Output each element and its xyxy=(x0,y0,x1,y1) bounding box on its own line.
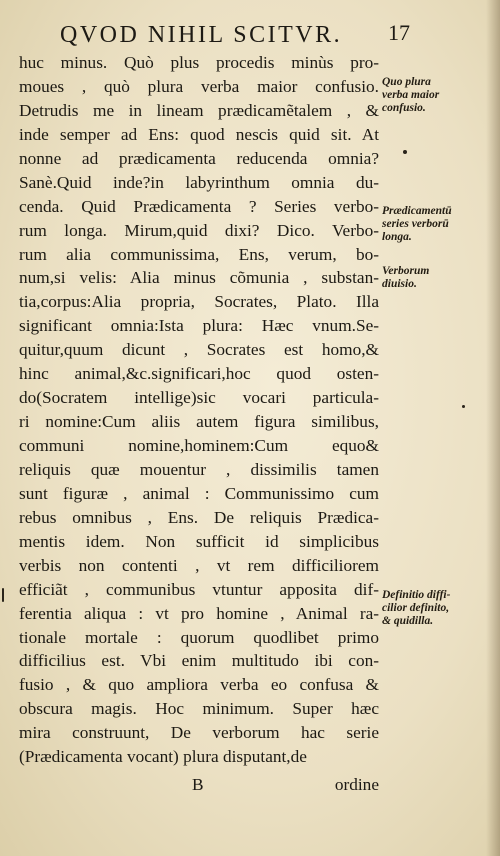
marginal-note: Definitio diffi- cilior definito, & quidilla. xyxy=(382,589,451,627)
text-line: moues , quò plura verba maior confusio. xyxy=(19,76,379,96)
text-line: (Prædicamenta vocant) plura disputant,de xyxy=(19,747,307,767)
text-line: rebus omnibus , Ens. De reliquis Prædica- xyxy=(19,507,379,527)
ink-spot xyxy=(403,150,407,154)
text-line: ri nomine:Cum aliis autem figura similibus, xyxy=(19,412,379,432)
catchword-line xyxy=(0,773,379,797)
text-line: inde semper ad Ens: quod nescis quid sit. At xyxy=(19,124,379,144)
text-line: num,si velis: Alia minus cõmunia , substan- xyxy=(19,268,379,288)
text-line: fusio , & quo ampliora verba eo confusa & xyxy=(19,675,379,695)
signature-mark: B xyxy=(192,775,204,794)
body-text xyxy=(19,51,379,769)
text-line: difficilius est. Vbi enim multitudo ibi con- xyxy=(19,651,379,671)
text-line: ferentia aliqua : vt pro homine , Animal ra- xyxy=(19,603,379,623)
text-line: obscura magis. Hoc minimum. Super hæc xyxy=(19,699,379,719)
running-title: QVOD NIHIL SCITVR. xyxy=(60,22,343,48)
text-line: efficiãt , communibus vtuntur apposita dif- xyxy=(19,579,379,599)
marginal-note: Prædicamentū series verborū longa. xyxy=(382,205,452,243)
text-line: sunt figuræ , animal : Communissimo cum xyxy=(19,483,379,503)
text-line: verbis non contenti , vt rem difficiliorem xyxy=(19,555,379,575)
text-line: nonne ad prædicamenta reducenda omnia? xyxy=(19,148,379,168)
text-line: huc minus. Quò plus procedis minùs pro- xyxy=(19,53,379,72)
text-line: do(Socratem intellige)sic vocari particula- xyxy=(19,388,379,408)
text-line: communi nomine,hominem:Cum equo& xyxy=(19,436,379,455)
text-line: mira construunt, De verborum hac serie xyxy=(19,723,379,743)
catchword: ordine xyxy=(334,775,379,794)
text-line: Detrudis me in lineam prædicamẽtalem , & xyxy=(19,100,379,120)
text-line: significant omnia:Ista plura: Hæc vnum.Se- xyxy=(19,316,379,336)
text-line: tionale mortale : quorum quodlibet primo xyxy=(19,627,379,647)
ink-spot xyxy=(462,405,465,408)
text-line: cenda. Quid Prædicamenta ? Series verbo- xyxy=(19,196,379,216)
text-line: quitur,quum dicunt , Socrates est homo,& xyxy=(19,340,379,360)
marginal-note: Verborum diuisio. xyxy=(382,265,430,290)
text-line: reliquis quæ mouentur , dissimilis tamen xyxy=(19,459,379,479)
text-line: tia,corpus:Alia propria, Socrates, Plato. Illa xyxy=(19,292,379,312)
ink-spot xyxy=(2,588,4,602)
text-line: Sanè.Quid inde?in labyrinthum omnia du- xyxy=(19,172,379,192)
page-number: 17 xyxy=(388,20,410,45)
text-line: hinc animal,&c.significari,hoc quod osten- xyxy=(19,364,379,384)
marginal-note: Quo plura verba maior confusio. xyxy=(382,76,440,114)
page-edge-shadow xyxy=(486,0,500,856)
running-header xyxy=(60,20,410,52)
text-line: mentis idem. Non sufficit id simplicibus xyxy=(19,531,379,551)
text-line: rum longa. Mirum,quid dixi? Dico. Verbo- xyxy=(19,220,379,240)
text-line: rum alia communissima, Ens, verum, bo- xyxy=(19,244,379,264)
